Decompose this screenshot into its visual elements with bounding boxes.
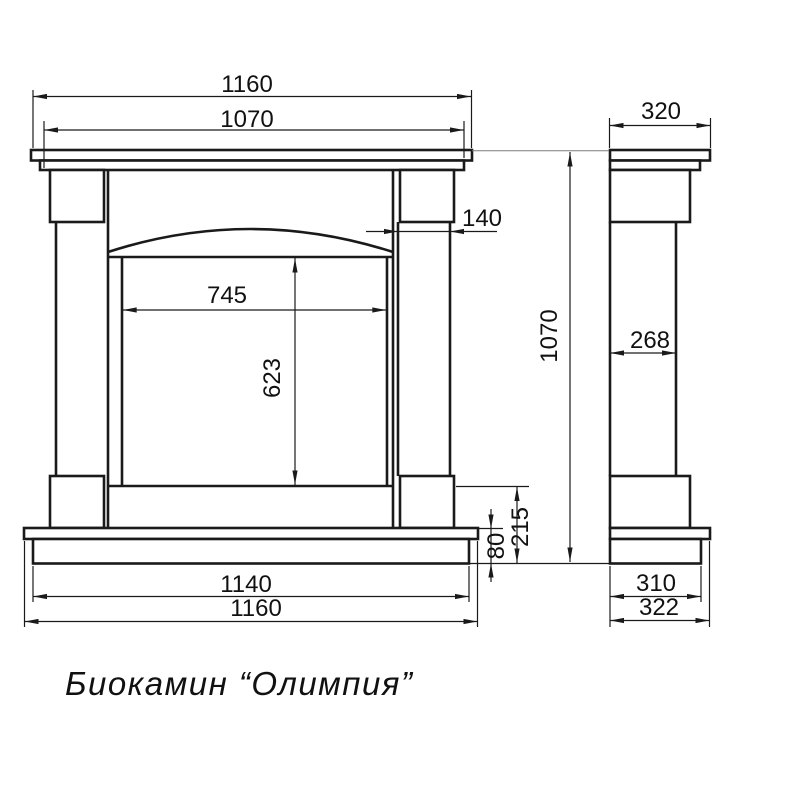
arrow-right-icon xyxy=(372,307,386,312)
front-view xyxy=(24,150,478,564)
arrow-left-icon xyxy=(123,307,137,312)
side-shelf-lower xyxy=(610,161,700,171)
dim-side-total-height: 1070 xyxy=(536,309,563,363)
dim-front-base-height: 80 xyxy=(483,532,510,560)
arrow-down-icon xyxy=(514,549,519,563)
dim-front-top-width: 1160 xyxy=(221,71,273,98)
dim-front-opening-height: 623 xyxy=(259,357,286,399)
front-base-upper-plate xyxy=(24,528,478,539)
arrow-left-icon xyxy=(25,619,39,624)
arrow-up-icon xyxy=(567,153,572,167)
front-plinth-left xyxy=(50,476,104,528)
front-capital-right xyxy=(400,170,454,222)
arrow-up-icon xyxy=(292,259,297,273)
dim-front-plinth-height: 215 xyxy=(507,506,534,548)
dim-front-shelf-width: 1070 xyxy=(220,106,274,133)
arrow-right-icon xyxy=(455,594,469,599)
dim-side-column-depth: 268 xyxy=(629,327,671,354)
arrow-down-icon xyxy=(488,515,493,529)
arrow-left-icon xyxy=(44,127,58,132)
dim-front-opening-width: 745 xyxy=(206,282,248,309)
side-view xyxy=(610,150,710,564)
arrow-right-icon xyxy=(457,94,471,99)
arrow-left-icon xyxy=(610,350,624,355)
arrow-right-icon xyxy=(450,127,464,132)
front-arch-curve xyxy=(108,229,393,252)
arrow-up-icon xyxy=(488,564,493,578)
arrow-right-icon xyxy=(384,229,398,234)
arrow-right-icon xyxy=(464,619,478,624)
dim-front-base-width: 1140 xyxy=(220,571,272,598)
side-base-upper-plate xyxy=(610,528,710,539)
dim-front-bottom-width: 1160 xyxy=(230,595,282,622)
front-capital-left xyxy=(50,170,104,222)
arrow-up-icon xyxy=(514,487,519,501)
arrow-right-icon xyxy=(697,123,711,128)
arrow-left-icon xyxy=(610,594,624,599)
dim-side-shelf-depth: 320 xyxy=(640,98,682,125)
side-shelf-top xyxy=(610,150,710,161)
front-mantel-shelf-top xyxy=(31,150,472,161)
arrow-right-icon xyxy=(696,618,710,623)
side-plinth xyxy=(610,476,690,528)
dim-front-column-width: 140 xyxy=(461,205,503,232)
dim-side-base-depth: 310 xyxy=(635,570,677,597)
arrow-left-icon xyxy=(610,618,624,623)
dim-side-bottom-depth: 322 xyxy=(638,594,680,621)
arrow-left-icon xyxy=(610,123,624,128)
arrow-down-icon xyxy=(292,471,297,485)
front-plinth-right xyxy=(400,476,454,528)
front-base-lower xyxy=(33,539,469,564)
side-capital xyxy=(610,170,690,222)
drawing-caption: Биокамин “Олимпия” xyxy=(65,665,414,702)
arrow-right-icon xyxy=(687,594,701,599)
arrow-left-icon xyxy=(33,94,47,99)
front-mantel-shelf-lower xyxy=(40,161,464,171)
side-base-lower xyxy=(610,539,701,564)
arrow-down-icon xyxy=(567,548,572,562)
arrow-left-icon xyxy=(33,594,47,599)
